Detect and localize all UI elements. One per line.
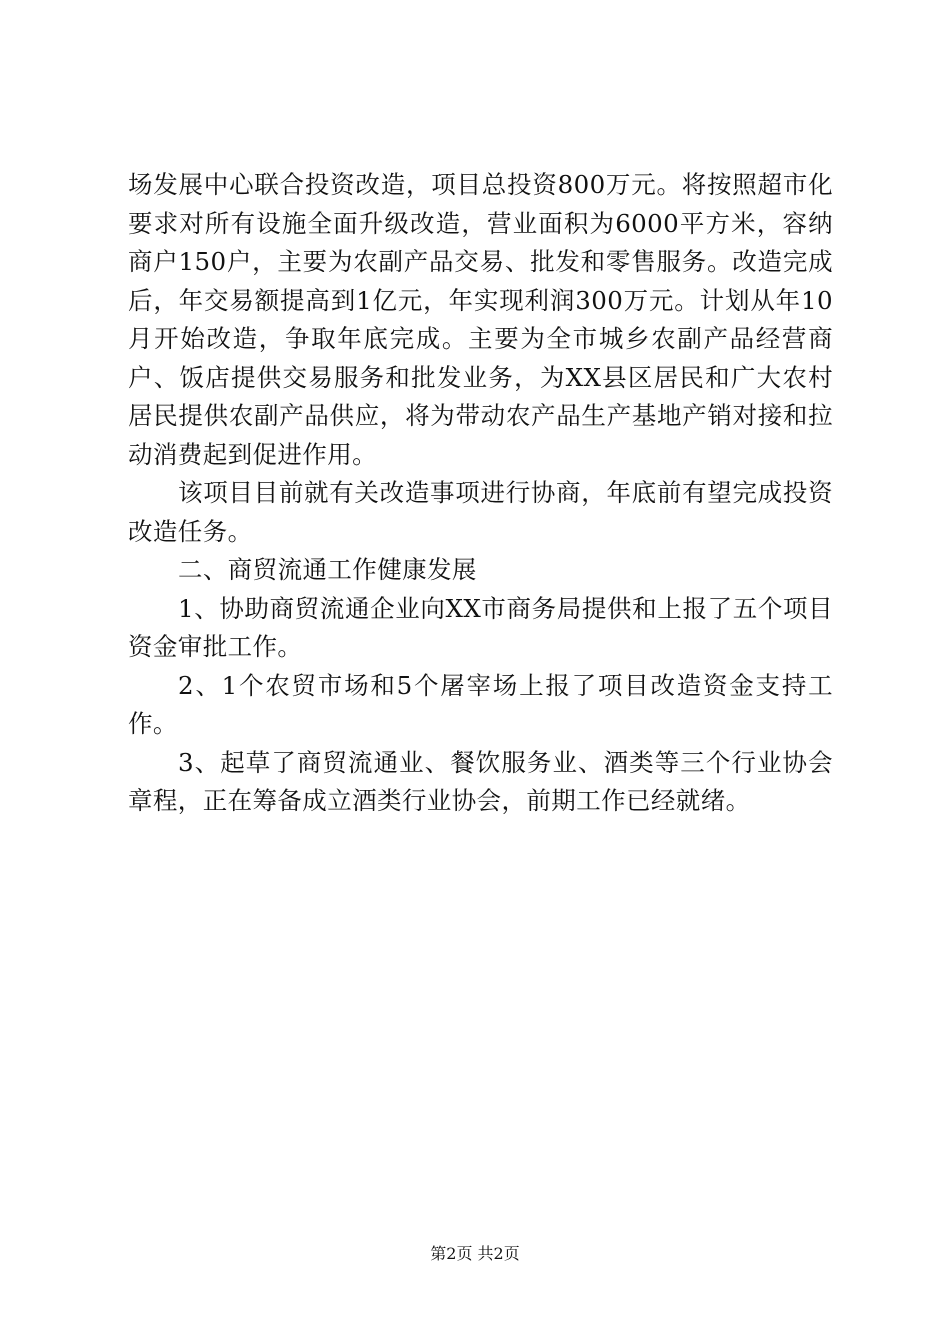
page-number-footer: 第2页 共2页 [430,1244,520,1263]
section-heading: 二、商贸流通工作健康发展 [178,555,477,584]
list-item-3: 3、起草了商贸流通业、餐饮服务业、酒类等三个行业协会章程，正在筹备成立酒类行业协会，前期工作已经就绪。 [128,747,833,815]
document-body [128,166,833,821]
paragraph-negotiation-status: 该项目目前就有关改造事项进行协商，年底前有望完成投资改造任务。 [128,478,833,546]
list-item-2: 2、1个农贸市场和5个屠宰场上报了项目改造资金支持工作。 [128,670,833,738]
paragraph-project-description: 场发展中心联合投资改造，项目总投资800万元。将按照超市化要求对所有设施全面升级改造，营业面积为6000平方米，容纳商户150户，主要为农副产品交易、批发和零售服务。改造完成后，年交易额提高到1亿元，年实现利润300万元。计划从年10月开始改造，争取年底完成。主要为全市城乡农副产品经营商户、饭店提供交易服务和批发业务，为XX县区居民和广大农村居民提供农副产品供应，将为带动农产品生产基地产销对接和拉动消费起到促进作用。 [128,170,833,469]
list-item-1: 1、协助商贸流通企业向XX市商务局提供和上报了五个项目资金审批工作。 [128,593,833,661]
